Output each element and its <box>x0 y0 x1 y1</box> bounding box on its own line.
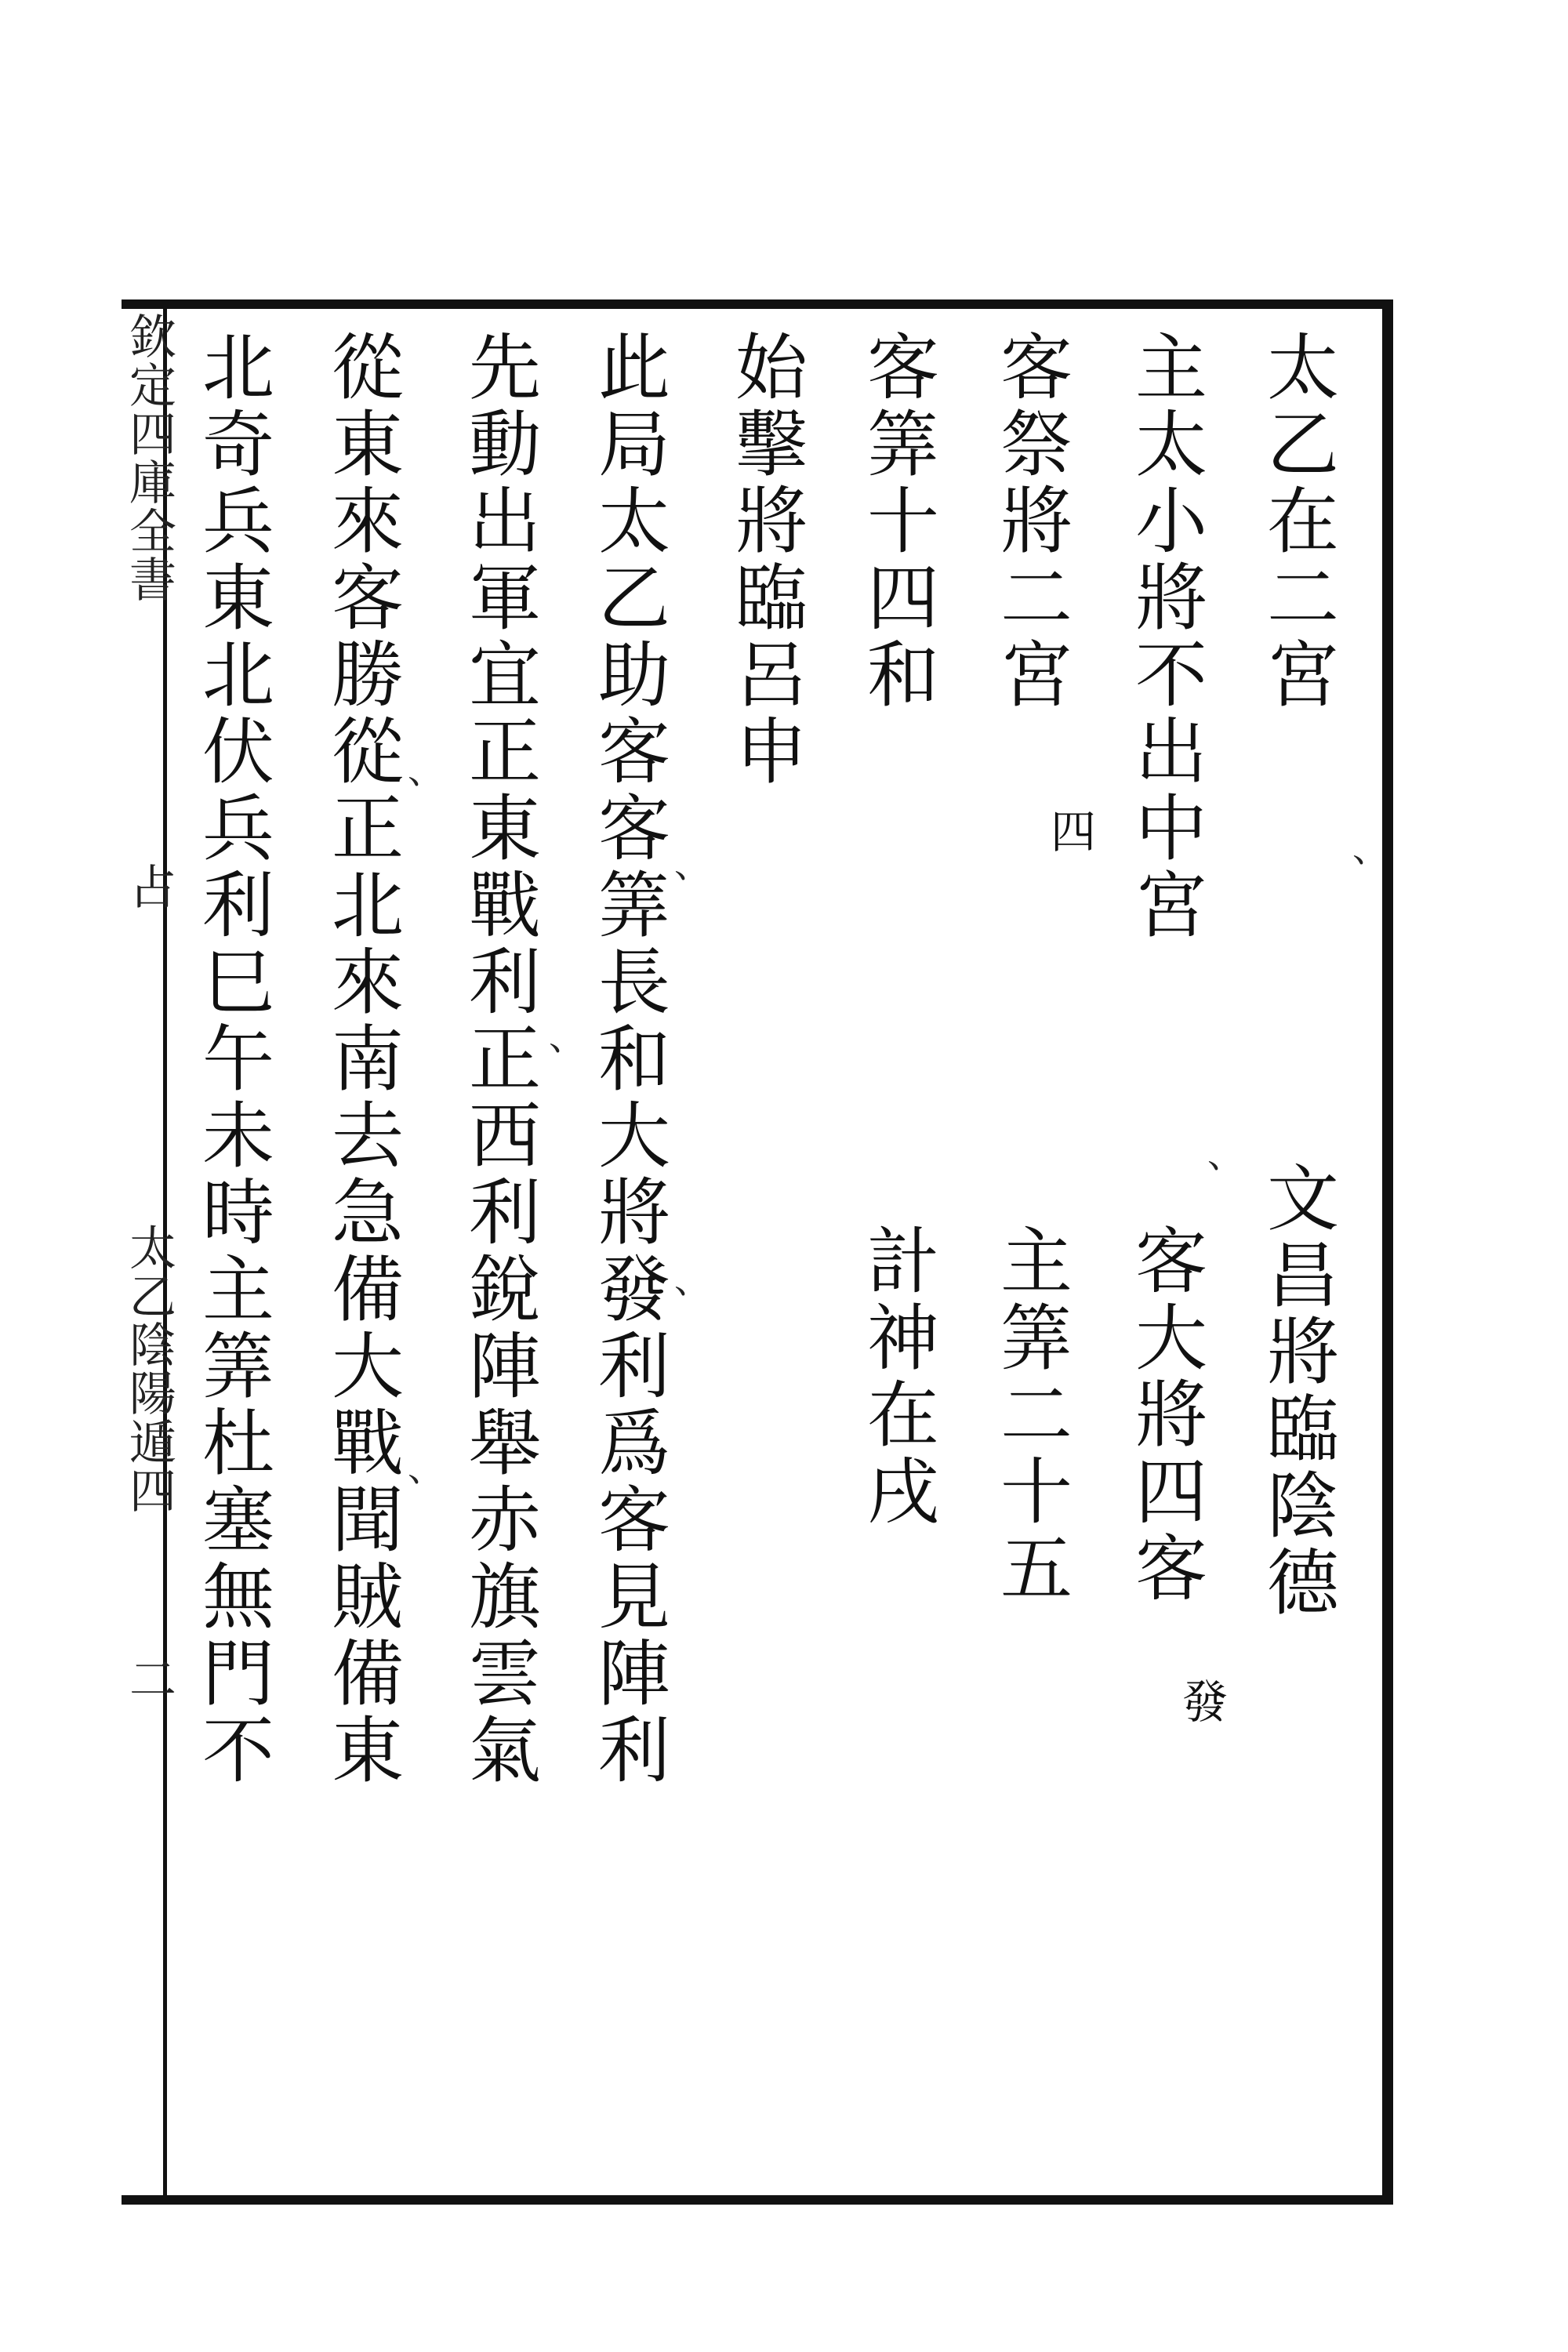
column-6: 此局太乙助客客筭長和大將發利爲客見陣利 <box>586 329 670 1789</box>
margin-text-middle: 占 <box>122 862 176 911</box>
column-2-bottom: 客大將四客 <box>1123 1223 1207 1607</box>
margin-text-bottom: 太乙陰陽遁四 <box>122 1223 176 1515</box>
column-2-note: 發 <box>1174 1678 1228 1728</box>
column-7: 先動出軍宜正東戰利正西利銳陣舉赤旗雲氣 <box>457 329 541 1789</box>
column-4-bottom: 計神在戌 <box>855 1223 939 1530</box>
margin-page-number: 二 <box>122 1654 176 1703</box>
frame-top-line <box>122 299 1392 309</box>
punctuation-mark: 、 <box>1352 828 1388 870</box>
punctuation-mark: 、 <box>408 750 444 792</box>
column-3-bottom: 主筭二十五 <box>989 1223 1073 1607</box>
frame-bottom-line <box>122 2195 1393 2205</box>
frame-right-line <box>1382 299 1393 2205</box>
column-5: 始擊將臨呂申 <box>724 329 808 790</box>
punctuation-mark: 、 <box>549 1016 585 1058</box>
margin-text-top: 欽定四庫全書 <box>122 312 176 604</box>
punctuation-mark: 、 <box>674 844 710 886</box>
column-1-bottom: 文昌將臨陰德 <box>1255 1160 1339 1621</box>
punctuation-mark: 、 <box>1207 1134 1243 1176</box>
punctuation-mark: 、 <box>408 1447 444 1490</box>
column-9: 北奇兵東北伏兵利巳午未時主筭杜塞無門不 <box>191 329 274 1789</box>
column-8: 從東來客勝從正北來南去急備大戰聞賊備東 <box>320 329 404 1789</box>
punctuation-mark: 、 <box>674 1259 710 1301</box>
column-1-top: 太乙在二宮 <box>1255 329 1339 713</box>
column-2-top: 主太小將不出中宮 <box>1123 329 1207 944</box>
column-3-note: 四 <box>1043 808 1096 858</box>
column-4-top: 客筭十四和 <box>855 329 939 713</box>
column-3-top: 客祭將二宮 <box>989 329 1073 713</box>
